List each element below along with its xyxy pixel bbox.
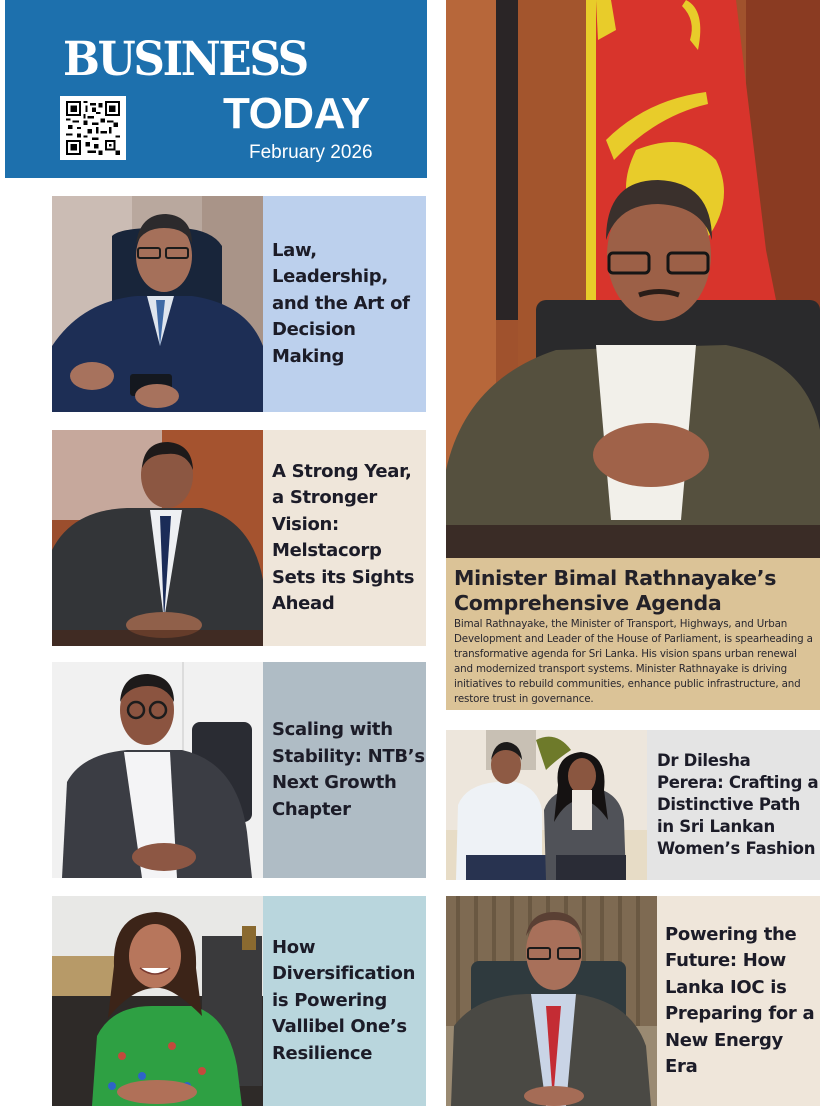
cover-story-text (454, 566, 814, 707)
story-photo (52, 196, 263, 412)
story-card[interactable] (52, 430, 426, 646)
masthead (5, 0, 427, 178)
issue-date: February 2026 (249, 142, 373, 163)
story-card[interactable] (446, 730, 820, 880)
story-photo (52, 896, 263, 1106)
story-card[interactable] (52, 196, 426, 412)
story-photo (446, 730, 647, 880)
story-panel (263, 430, 426, 646)
cover-story-title[interactable]: Minister Bimal Rathnayake’s Comprehensive Agenda (454, 566, 777, 615)
story-headline[interactable]: How Diversification is Powering Vallibel One’s Resilience (272, 936, 416, 1064)
story-photo (52, 662, 263, 878)
story-photo (52, 430, 263, 646)
story-headline[interactable]: Law, Leadership, and the Art of Decision Making (272, 239, 410, 367)
story-card[interactable] (446, 896, 820, 1106)
story-card[interactable] (52, 662, 426, 878)
story-panel (263, 662, 426, 878)
masthead-title-business: BUSINESS (63, 32, 307, 87)
story-panel (263, 196, 426, 412)
masthead-title-today: TODAY (223, 89, 370, 138)
story-panel (657, 896, 820, 1106)
story-photo (446, 896, 657, 1106)
story-headline[interactable]: Scaling with Stability: NTB’s Next Growth Chapter (272, 719, 425, 820)
story-panel (647, 730, 820, 880)
story-headline[interactable]: Powering the Future: How Lanka IOC is Preparing for a New Energy Era (665, 923, 815, 1077)
cover-story-photo (446, 0, 820, 558)
cover-story-body: Bimal Rathnayake, the Minister of Transport, Highways, and Urban Development and Leader of the House of Parliament, is spearheading a transformative agenda for Sri Lanka. His vision spans urban renewal and modernized transport systems. Minister Rathnayake is driving initiatives to rebuild communities, enhance public infrastructure, and restore trust in governance. (454, 618, 813, 705)
qr-code-icon[interactable] (60, 96, 126, 160)
story-headline[interactable]: A Strong Year, a Stronger Vision: Melstacorp Sets its Sights Ahead (272, 460, 415, 614)
cover-story[interactable] (446, 0, 820, 710)
story-panel (263, 896, 426, 1106)
story-headline[interactable]: Dr Dilesha Perera: Crafting a Distinctive Path in Sri Lankan Women’s Fashion (657, 751, 819, 858)
story-card[interactable] (52, 896, 426, 1106)
